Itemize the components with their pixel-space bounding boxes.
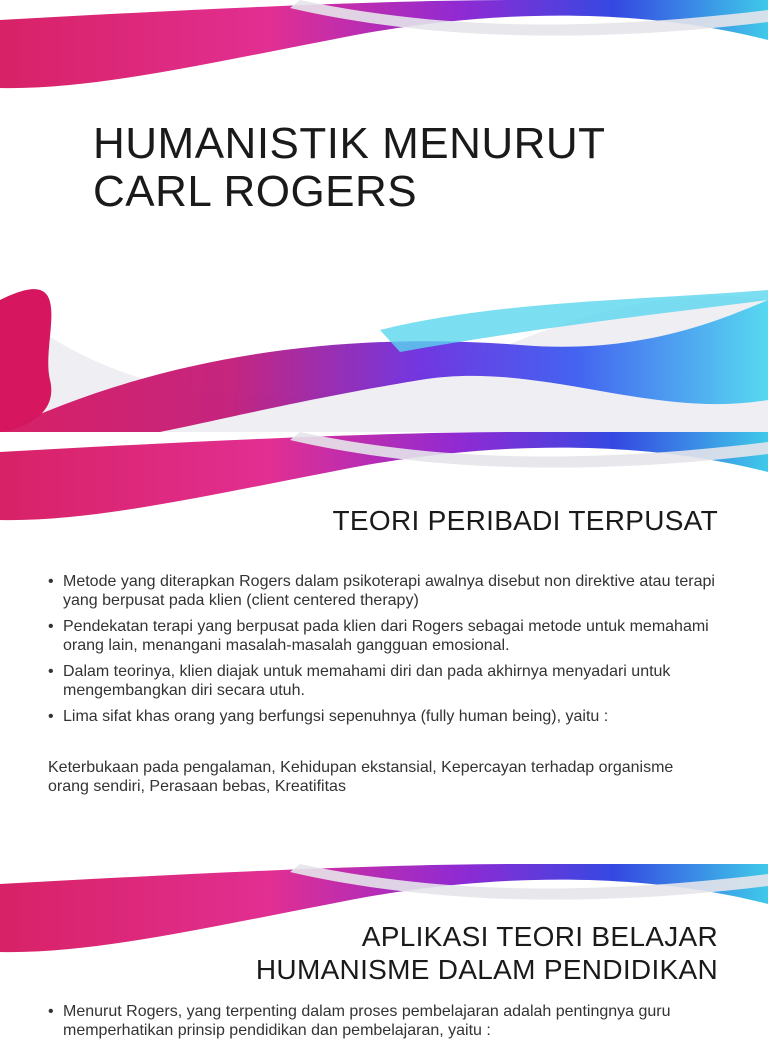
title-line-1: HUMANISTIK MENURUT — [93, 119, 606, 168]
slide-3 — [0, 864, 768, 1039]
body-paragraph: Keterbukaan pada pengalaman, Kehidupan ekstansial, Kepercayan terhadap organisme orang sendiri, Perasaan bebas, Kreatifitas — [48, 759, 674, 795]
title-line-1: APLIKASI TEORI BELAJAR — [361, 921, 718, 952]
top-wave-decoration — [0, 0, 768, 432]
list-item: • Lima sifat khas orang yang berfungsi sepenuhnya (fully human being), yaitu : — [48, 707, 718, 726]
slide-1-title — [93, 120, 606, 216]
bullet-list — [48, 572, 718, 733]
slide-1 — [0, 0, 768, 432]
list-item: • Pendekatan terapi yang berpusat pada klien dari Rogers sebagai metode untuk memahami orang lain, menangani masalah-masalah gangguan emosional. — [48, 617, 718, 655]
list-item: • Menurut Rogers, yang terpenting dalam proses pembelajaran adalah pentingnya guru memperhatikan prinsip pendidikan dan pembelajaran, yaitu : — [48, 1002, 718, 1040]
title-line-2: CARL ROGERS — [93, 167, 418, 216]
slide-2 — [0, 432, 768, 864]
slide-2-title — [333, 504, 719, 537]
bullet-list — [48, 1002, 718, 1047]
title-line-1: TEORI PERIBADI TERPUSAT — [332, 505, 718, 536]
title-line-2: HUMANISME DALAM PENDIDIKAN — [255, 954, 718, 985]
list-item: • Metode yang diterapkan Rogers dalam psikoterapi awalnya disebut non direktive atau terapi yang berpusat pada klien (client centered therapy) — [48, 572, 718, 610]
slide-3-title — [256, 920, 718, 986]
list-item: • Dalam teorinya, klien diajak untuk memahami diri dan pada akhirnya menyadari untuk mengembangkan diri secara utuh. — [48, 662, 718, 700]
